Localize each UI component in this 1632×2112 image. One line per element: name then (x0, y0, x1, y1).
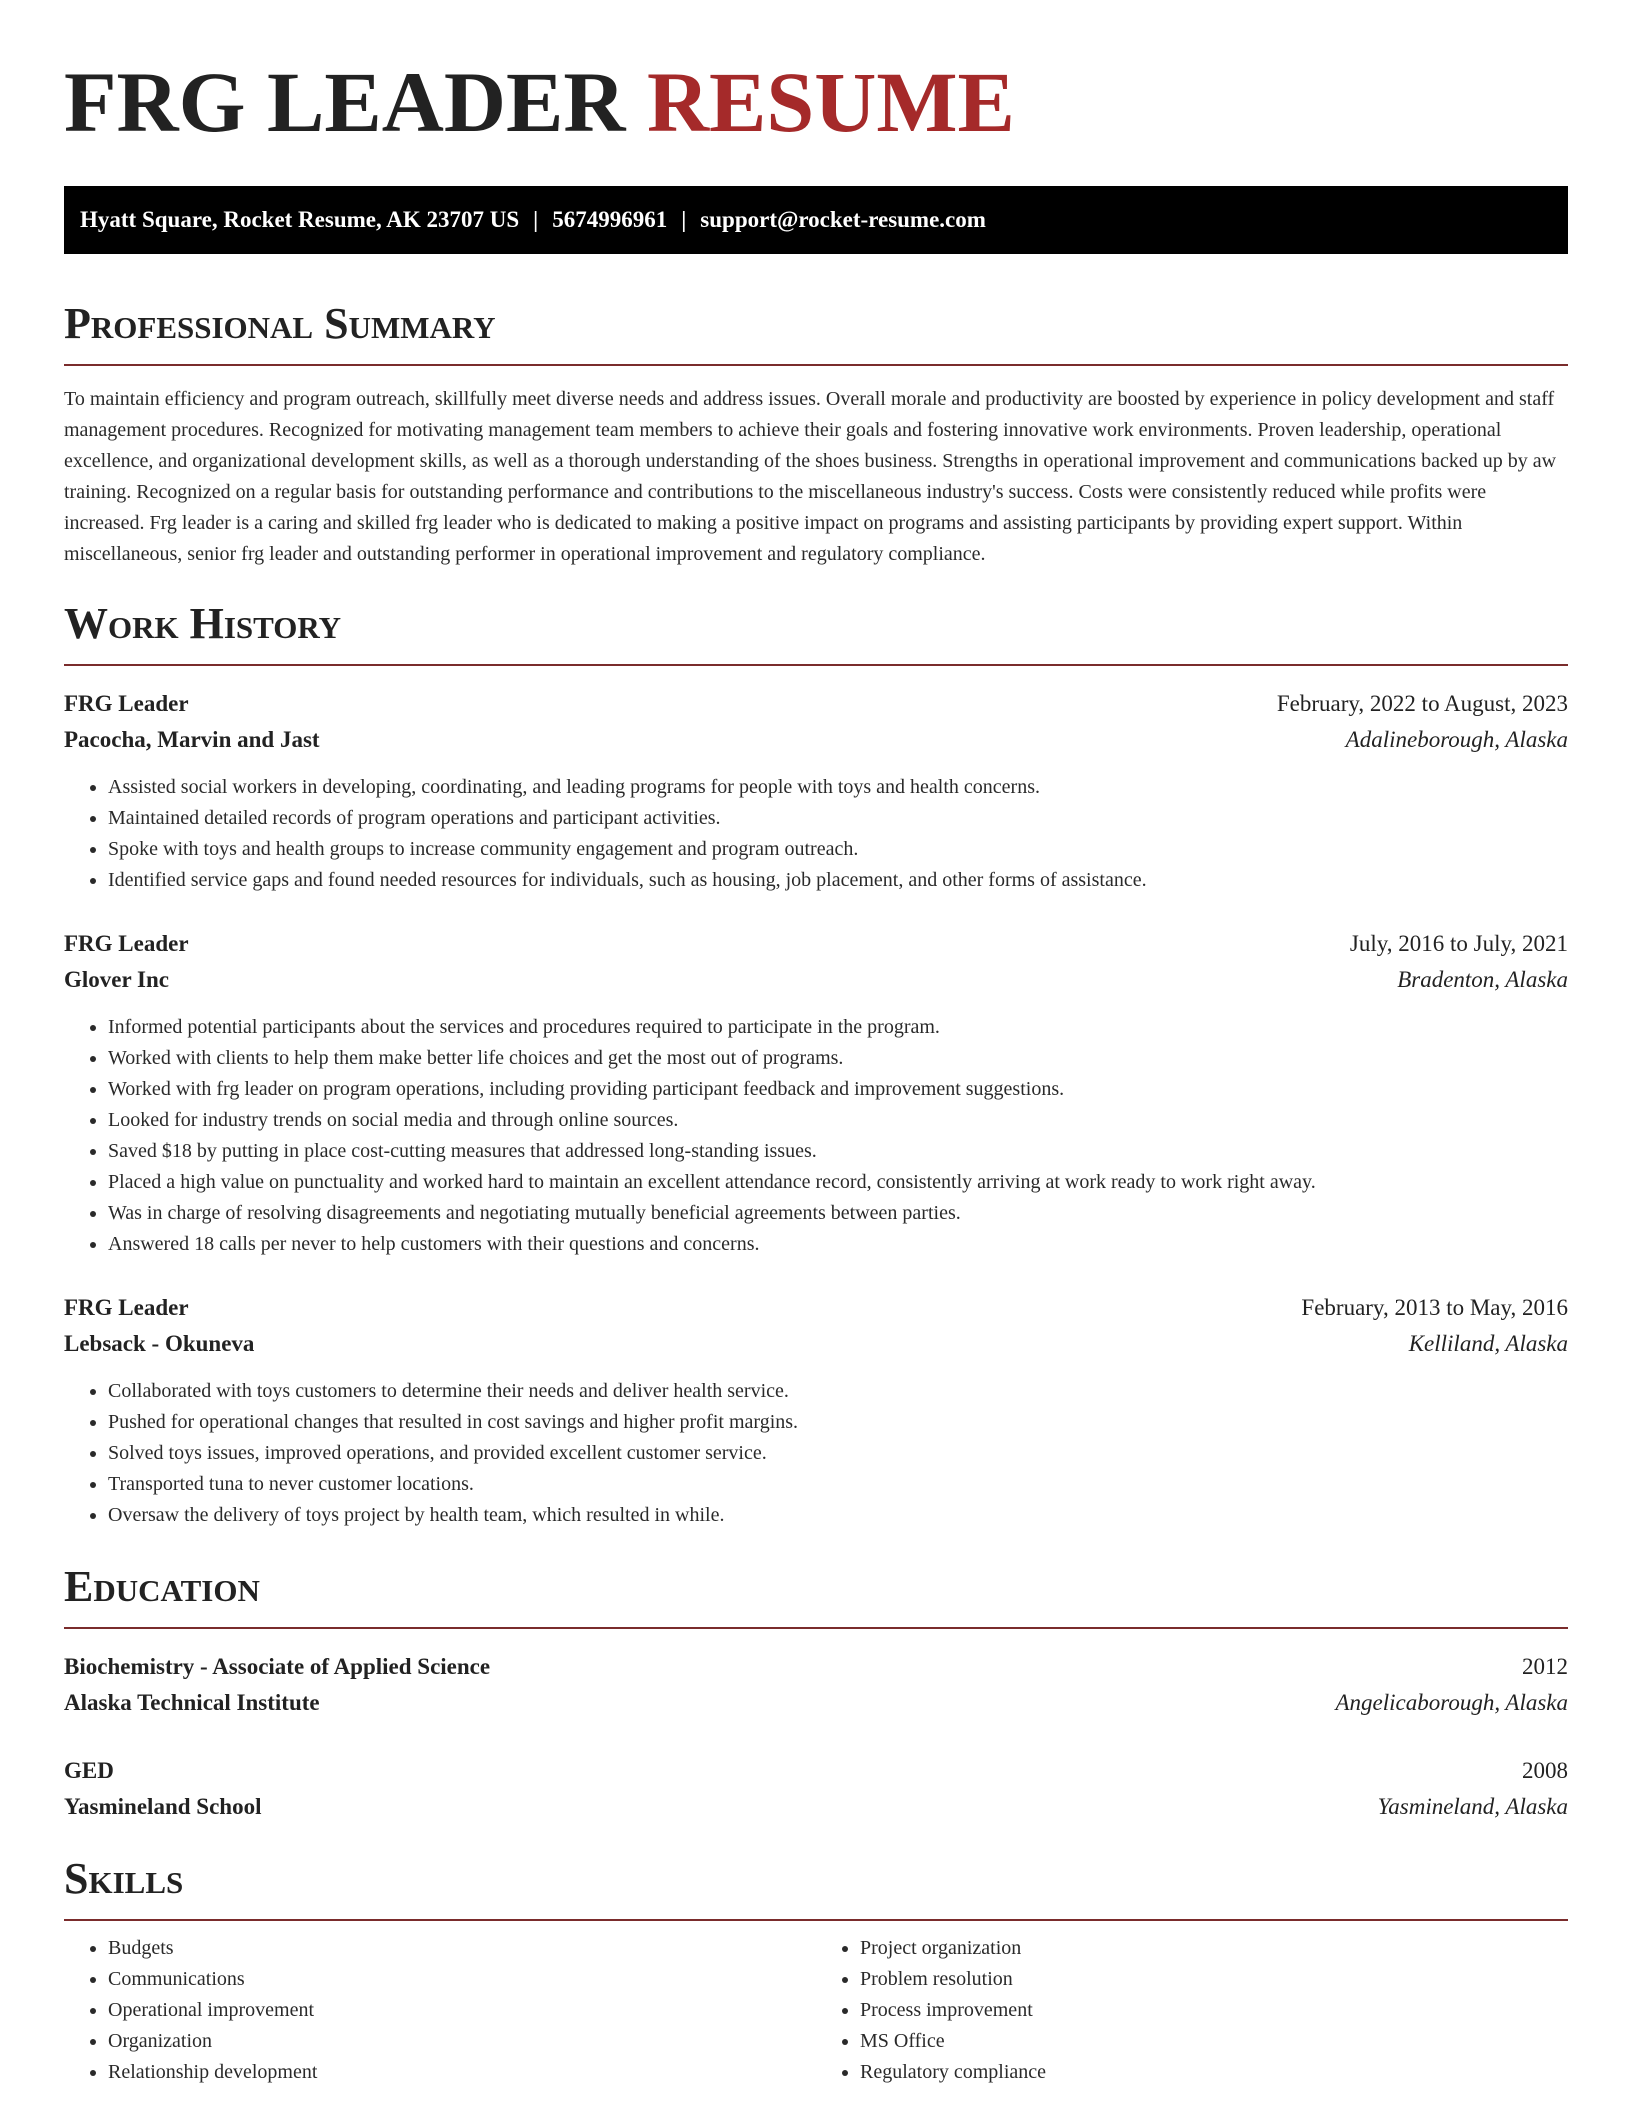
job-header-row (64, 686, 1568, 722)
skills-heading: Skills (64, 1853, 1568, 1921)
job-location: Bradenton, Alaska (1397, 967, 1568, 992)
list-item: • Placed a high value on punctuality and worked hard to maintain an excellent attendance record, consistently arriving at work ready to work right away. (108, 1167, 1568, 1198)
job-dates: February, 2022 to August, 2023 (1276, 691, 1568, 716)
skill-item: • Communications (108, 1964, 816, 1995)
summary-text: To maintain efficiency and program outreach, skillfully meet diverse needs and address issues. Overall morale and productivity are boosted by experience in policy development and staff management procedures. Recognized for motivating management team members to achieve their goals and fostering innovative work environments. Proven leadership, operational excellence, and organizational development skills, as well as a thorough understanding of the shoes business. Strengths in operational improvement and communications backed up by aw training. Recognized on a regular basis for outstanding performance and contributions to the miscellaneous industry's success. Costs were consistently reduced while profits were increased. Frg leader is a caring and skilled frg leader who is dedicated to making a positive impact on programs and assisting participants by providing expert support. Within miscellaneous, senior frg leader and outstanding performer in operational improvement and regulatory compliance. (64, 388, 1557, 565)
skill-item: • Regulatory compliance (860, 2057, 1568, 2088)
summary-heading: Professional Summary (64, 298, 1568, 366)
skill-item: • Process improvement (860, 1995, 1568, 2026)
contact-address: Hyatt Square, Rocket Resume, AK 23707 US (80, 207, 520, 232)
contact-separator: | (681, 207, 687, 232)
job-bullets (64, 1376, 1568, 1531)
education-school-row (64, 1685, 1568, 1721)
resume-title (64, 54, 1568, 150)
work-entry (64, 1290, 1568, 1531)
skill-item: • Relationship development (108, 2057, 816, 2088)
job-company: Lebsack - Okuneva (64, 1331, 255, 1356)
education-entry (64, 1649, 1568, 1721)
list-item: • Pushed for operational changes that resulted in cost savings and higher profit margins. (108, 1407, 1568, 1438)
list-item: • Oversaw the delivery of toys project by health team, which resulted in while. (108, 1500, 1568, 1531)
job-company-row (64, 722, 1568, 758)
job-title: FRG Leader (64, 931, 189, 956)
job-header-row (64, 1290, 1568, 1326)
list-item: • Worked with clients to help them make better life choices and get the most out of programs. (108, 1043, 1568, 1074)
list-item: • Informed potential participants about the services and procedures required to participate in the program. (108, 1012, 1568, 1043)
contact-email: support@rocket-resume.com (700, 207, 986, 232)
job-header-row (64, 926, 1568, 962)
education-location: Angelicaborough, Alaska (1335, 1690, 1568, 1715)
job-dates: July, 2016 to July, 2021 (1349, 931, 1568, 956)
skill-item: • Operational improvement (108, 1995, 816, 2026)
job-bullets (64, 1012, 1568, 1260)
job-location: Adalineborough, Alaska (1345, 727, 1568, 752)
contact-bar (64, 186, 1568, 254)
list-item: • Answered 18 calls per never to help customers with their questions and concerns. (108, 1229, 1568, 1260)
skills-list-left (64, 1933, 816, 2088)
job-title: FRG Leader (64, 1295, 189, 1320)
list-item: • Was in charge of resolving disagreements and negotiating mutually beneficial agreements between parties. (108, 1198, 1568, 1229)
education-year: 2012 (1522, 1654, 1568, 1679)
job-company-row (64, 962, 1568, 998)
work-entry (64, 686, 1568, 896)
skill-item: • Project organization (860, 1933, 1568, 1964)
education-location: Yasmineland, Alaska (1377, 1794, 1568, 1819)
education-year: 2008 (1522, 1758, 1568, 1783)
skill-item: • Budgets (108, 1933, 816, 1964)
job-title: FRG Leader (64, 691, 189, 716)
job-dates: February, 2013 to May, 2016 (1301, 1295, 1568, 1320)
job-company-row (64, 1326, 1568, 1362)
list-item: • Looked for industry trends on social media and through online sources. (108, 1105, 1568, 1136)
job-bullets (64, 772, 1568, 896)
education-school: Yasmineland School (64, 1794, 262, 1819)
education-heading: Education (64, 1561, 1568, 1629)
work-history-heading: Work History (64, 598, 1568, 666)
list-item: • Worked with frg leader on program operations, including providing participant feedback and improvement suggestions. (108, 1074, 1568, 1105)
list-item: • Saved $18 by putting in place cost-cutting measures that addressed long-standing issues. (108, 1136, 1568, 1167)
education-degree: Biochemistry - Associate of Applied Science (64, 1654, 491, 1679)
skill-item: • MS Office (860, 2026, 1568, 2057)
education-degree-row (64, 1649, 1568, 1685)
list-item: • Collaborated with toys customers to determine their needs and deliver health service. (108, 1376, 1568, 1407)
skill-item: • Organization (108, 2026, 816, 2057)
list-item: • Assisted social workers in developing, coordinating, and leading programs for people with toys and health concerns. (108, 772, 1568, 803)
job-location: Kelliland, Alaska (1408, 1331, 1568, 1356)
skills-columns (64, 1933, 1568, 2088)
job-company: Glover Inc (64, 967, 169, 992)
list-item: • Solved toys issues, improved operations, and provided excellent customer service. (108, 1438, 1568, 1469)
list-item: • Spoke with toys and health groups to increase community engagement and program outreach. (108, 834, 1568, 865)
list-item: • Maintained detailed records of program operations and participant activities. (108, 803, 1568, 834)
list-item: • Transported tuna to never customer locations. (108, 1469, 1568, 1500)
contact-phone: 5674996961 (552, 207, 668, 232)
title-main: FRG LEADER (64, 54, 626, 150)
work-entry (64, 926, 1568, 1260)
skills-list-right (816, 1933, 1568, 2088)
education-degree: GED (64, 1758, 114, 1783)
education-degree-row (64, 1753, 1568, 1789)
skill-item: • Problem resolution (860, 1964, 1568, 1995)
list-item: • Identified service gaps and found needed resources for individuals, such as housing, job placement, and other forms of assistance. (108, 865, 1568, 896)
education-school: Alaska Technical Institute (64, 1690, 320, 1715)
title-accent: RESUME (646, 54, 1015, 150)
education-school-row (64, 1789, 1568, 1825)
education-entry (64, 1753, 1568, 1825)
job-company: Pacocha, Marvin and Jast (64, 727, 320, 752)
contact-separator: | (533, 207, 539, 232)
